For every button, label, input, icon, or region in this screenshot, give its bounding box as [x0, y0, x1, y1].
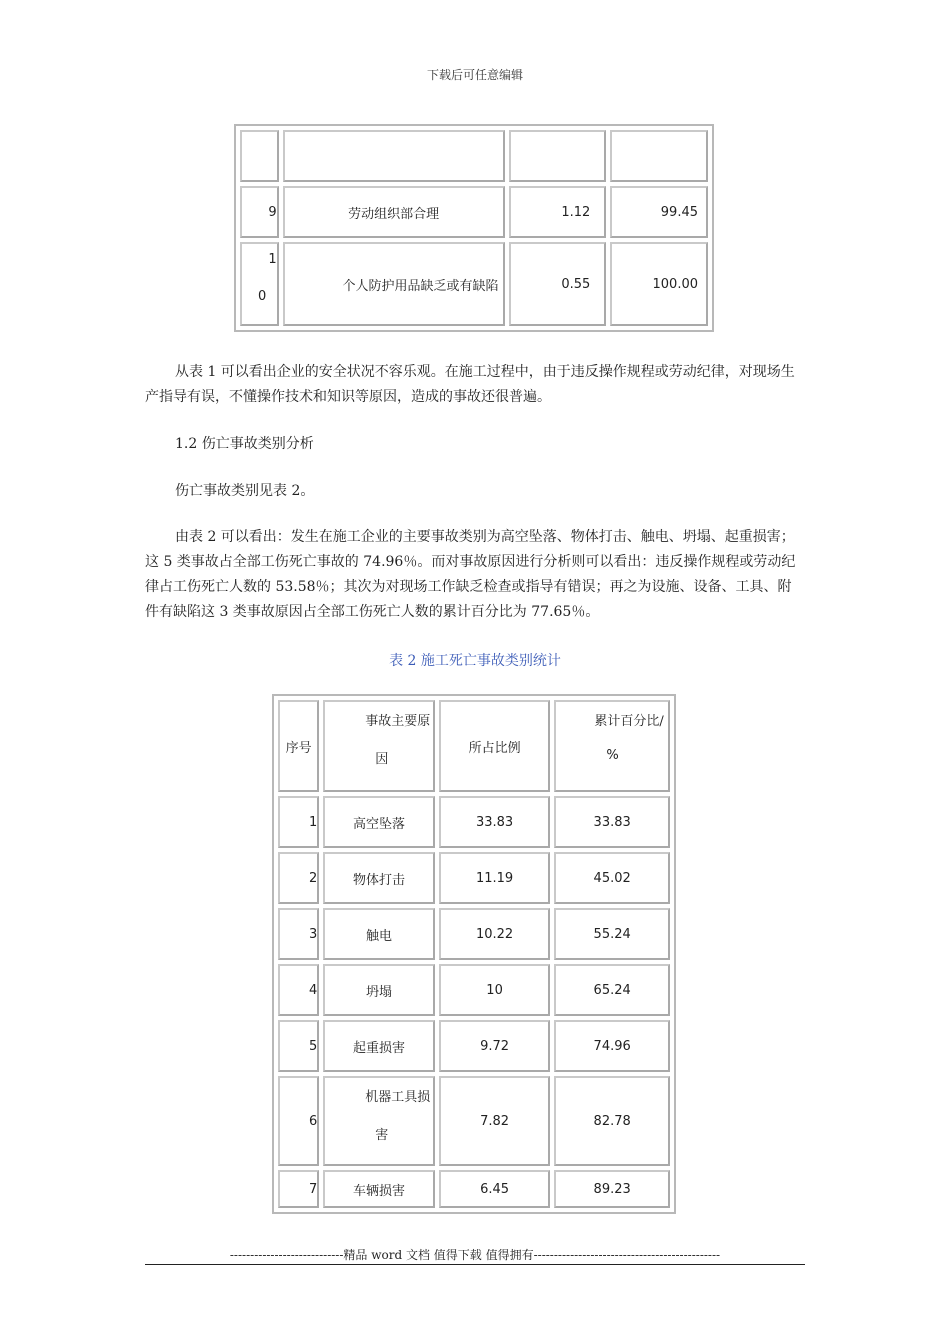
paragraph-2: 伤亡事故类别见表 2。 [175, 483, 315, 499]
cell-cum: 65.24 [554, 964, 670, 1016]
cell-ratio: 10 [439, 964, 551, 1016]
header-ratio: 所占比例 [439, 700, 551, 792]
table-row [240, 130, 708, 182]
cell-ratio: 10.22 [439, 908, 551, 960]
table-row [278, 1020, 670, 1072]
paragraph-3: 由表 2 可以看出：发生在施工企业的主要事故类别为高空坠落、物体打击、触电、坍塌、起重损害；这 5 类事故占全部工伤死亡事故的 74.96％。而对事故原因进行分析则可以看出：违反操作规程或劳动纪律占工伤死亡人数的 53.58％；其次为对现场工作缺乏检查或指导有错误；再之为设施、设备、工具、附件有缺陷这 3 类事故原因占全部工伤死亡人数的累计百分比为 77.65％。 [145, 529, 796, 620]
table-row [278, 852, 670, 904]
cell-cause [283, 130, 505, 182]
table-row [278, 908, 670, 960]
page-header: 下载后可任意编辑 [426, 68, 523, 82]
cell-ratio: 7.82 [439, 1076, 551, 1166]
table-1 [234, 124, 714, 332]
header-cause-line2: 因 [375, 752, 389, 767]
footer-divider [145, 1264, 805, 1265]
cell-no: 3 [278, 908, 319, 960]
table-row [240, 186, 708, 238]
cell-no: 9 [240, 186, 279, 238]
table-row [278, 964, 670, 1016]
table-header-row [278, 700, 670, 792]
cell-cause: 触电 [323, 908, 435, 960]
header-cum-line1: 累计百分比/ [594, 714, 664, 729]
table-2-caption: 表 2 施工死亡事故类别统计 [389, 653, 561, 669]
cell-ratio [509, 130, 607, 182]
cell-cause: 车辆损害 [323, 1170, 435, 1208]
table-row [240, 242, 708, 326]
paragraph-1: 从表 1 可以看出企业的安全状况不容乐观。在施工过程中，由于违反操作规程或劳动纪律，对现场生产指导有误，不懂操作技术和知识等原因，造成的事故还很普遍。 [145, 364, 795, 405]
cell-no: 7 [278, 1170, 319, 1208]
cell-cum: 55.24 [554, 908, 670, 960]
cell-ratio: 1.12 [509, 186, 607, 238]
cell-cum: 99.45 [610, 186, 708, 238]
cell-cum: 82.78 [554, 1076, 670, 1166]
header-cum-line2: % [606, 748, 619, 763]
header-cause-line1: 事故主要原 [365, 714, 431, 729]
header-cause [323, 700, 435, 792]
cell-cause: 高空坠落 [323, 796, 435, 848]
cell-ratio: 9.72 [439, 1020, 551, 1072]
cell-cum: 89.23 [554, 1170, 670, 1208]
table-row [278, 1170, 670, 1208]
cell-no: 1 [278, 796, 319, 848]
cell-no: 6 [278, 1076, 319, 1166]
cell-cum: 45.02 [554, 852, 670, 904]
table-row [278, 1076, 670, 1166]
cell-cause: 个人防护用品缺乏或有缺陷 [283, 242, 505, 326]
cell-ratio: 0.55 [509, 242, 607, 326]
section-heading: 1.2 伤亡事故类别分析 [175, 436, 314, 452]
cell-ratio: 6.45 [439, 1170, 551, 1208]
header-cum [554, 700, 670, 792]
cell-ratio: 11.19 [439, 852, 551, 904]
cell-no-top: 1 [268, 252, 277, 267]
cell-cause: 坍塌 [323, 964, 435, 1016]
cell-cause-line2: 害 [375, 1128, 389, 1143]
cell-ratio: 33.83 [439, 796, 551, 848]
cell-cum: 33.83 [554, 796, 670, 848]
cell-cause: 物体打击 [323, 852, 435, 904]
cell-cause: 劳动组织部合理 [283, 186, 505, 238]
cell-cause: 起重损害 [323, 1020, 435, 1072]
cell-cum [610, 130, 708, 182]
cell-cause [323, 1076, 435, 1166]
footer-text: ----------------------------精品 word 文档 值得下载 值得拥有---------------------------------------------- [229, 1248, 721, 1262]
cell-cum: 100.00 [610, 242, 708, 326]
table-row [278, 796, 670, 848]
cell-no [240, 242, 279, 326]
header-no: 序号 [278, 700, 319, 792]
cell-no-bottom: 0 [258, 289, 267, 304]
cell-cum: 74.96 [554, 1020, 670, 1072]
cell-no [240, 130, 279, 182]
cell-no: 2 [278, 852, 319, 904]
table-2 [272, 694, 676, 1214]
cell-no: 4 [278, 964, 319, 1016]
cell-no: 5 [278, 1020, 319, 1072]
cell-cause-line1: 机器工具损 [365, 1090, 431, 1105]
